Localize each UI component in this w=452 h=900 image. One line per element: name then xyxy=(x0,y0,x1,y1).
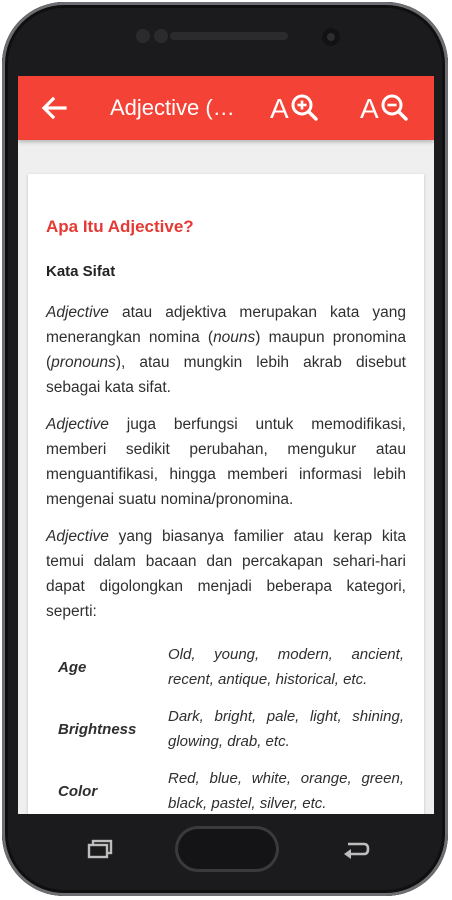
paragraph-text: ) maupun pronomina ( xyxy=(46,329,406,371)
category-row xyxy=(46,642,406,692)
italic-term: Adjective xyxy=(46,416,109,433)
paragraph-3 xyxy=(46,524,406,624)
paragraph-text: yang biasanya familier atau kerap kita temui dalam bacaan dan percakapan sehari-hari dapat digolongkan menjadi beberapa kategori, seperti: xyxy=(46,528,406,620)
paragraph-text: ), atau mungkin lebih akrab disebut sebagai kata sifat. xyxy=(46,354,406,396)
category-examples: Dark, bright, pale, light, shining, glowing, drab, etc. xyxy=(168,708,404,750)
svg-text:A: A xyxy=(360,93,379,124)
svg-text:A: A xyxy=(270,93,289,124)
nav-back-icon[interactable] xyxy=(340,838,372,860)
category-row xyxy=(46,704,406,754)
paragraph-text: juga berfungsi untuk memodifikasi, memberi sedikit perubahan, mengukur atau menguantifikasi, hingga memberi informasi lebih mengenai suatu nomina/pronomina. xyxy=(46,416,406,508)
category-term: Age xyxy=(58,658,87,676)
italic-term: Adjective xyxy=(46,304,109,321)
category-term: Color xyxy=(58,782,98,800)
zoom-out-text-icon[interactable] xyxy=(360,90,412,126)
article-heading: Apa Itu Adjective? xyxy=(46,217,194,236)
article-card xyxy=(28,174,424,814)
paragraph-2 xyxy=(46,412,406,512)
category-row xyxy=(46,766,406,814)
zoom-in-text-icon[interactable] xyxy=(270,90,322,126)
paragraph-1 xyxy=(46,300,406,400)
category-examples: Old, young, modern, ancient, recent, antique, historical, etc. xyxy=(168,646,404,688)
category-table xyxy=(46,642,406,814)
earpiece-speaker xyxy=(170,32,288,40)
front-camera xyxy=(322,28,340,46)
italic-term: pronouns xyxy=(51,354,116,371)
back-arrow-icon[interactable] xyxy=(38,92,70,124)
home-button[interactable] xyxy=(175,826,279,872)
category-term: Brightness xyxy=(58,720,137,738)
italic-term: nouns xyxy=(213,329,256,346)
article-content xyxy=(46,214,406,814)
sensor-dot xyxy=(154,29,168,43)
page-title: Adjective (… xyxy=(110,95,235,120)
category-examples: Red, blue, white, orange, green, black, pastel, silver, etc. xyxy=(168,770,404,812)
sensor-dots xyxy=(136,28,166,44)
article-subheading: Kata Sifat xyxy=(46,263,116,280)
recent-apps-icon[interactable] xyxy=(86,838,114,860)
sensor-dot xyxy=(136,29,150,43)
italic-term: Adjective xyxy=(46,528,109,545)
paragraph-text: atau adjektiva merupakan kata yang menerangkan nomina ( xyxy=(46,304,406,346)
app-bar xyxy=(18,76,434,140)
app-screen xyxy=(18,76,434,814)
